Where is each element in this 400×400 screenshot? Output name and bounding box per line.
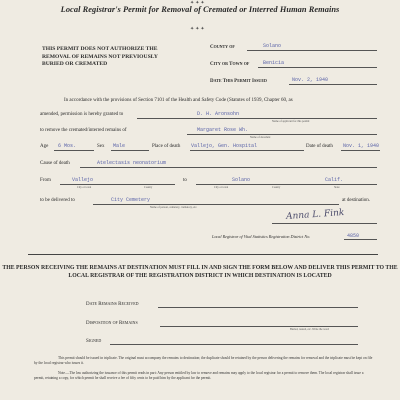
registrar-district-label: Local Registrar of Vital Statistics Registration District No. (212, 234, 311, 239)
deliver-to-line (93, 204, 339, 205)
issue-date-value: Nov. 2, 1940 (292, 77, 329, 83)
remove-label: to remove the cremated/interred remains of (40, 128, 127, 133)
issue-date-line (289, 84, 377, 85)
decedent-line (187, 134, 377, 135)
applicant-line (137, 118, 377, 119)
decedent-value: Margaret Rose Wh. (197, 127, 249, 133)
triplicate-instructions: This permit should be issued in triplicate. The original must accompany the remains to destination; the duplicate should be retained by the person delivering the remains for removal and the triplicate must be kept on file by the local registrar who issues it. (34, 356, 373, 365)
to-label: to (183, 178, 187, 183)
authorization-notice: THIS PERMIT DOES NOT AUTHORIZE THE REMOVAL OF REMAINS NOT PREVIOUSLY BURIED OR CREMATED (42, 46, 158, 68)
permit-title: Local Registrar's Permit for Removal of Cremated or Interred Human Remains (60, 5, 340, 14)
disposition-caption: Buried, reured, etc. Write the word (290, 328, 329, 331)
at-destination-label: at destination. (342, 198, 371, 203)
sex-value: Male (113, 143, 126, 149)
signed-line (110, 344, 358, 345)
place-of-death-label: Place of death (152, 144, 181, 149)
district-line (344, 239, 377, 240)
date-of-death-label: Date of death (306, 144, 333, 149)
statute-note: Note.—The law authorizing the issuance of this permit reads in part: Any person entitled by law to remove and remains may apply to the local registrar for a permit to remove them. The local registrar shall issue a permit, retaining a copy, for which permit he shall receive a fee of fifty cents to be paid him by the applicant for the permit. (34, 371, 364, 380)
decedent-caption: Name of decedent (250, 136, 271, 139)
registrar-signature: Anna L. Fink (285, 207, 345, 223)
age-value: 6 Mos. (58, 143, 77, 149)
to-state-value: Calif. (325, 177, 344, 183)
to-value: Solano (232, 177, 251, 183)
section-divider (28, 254, 378, 255)
date-received-line (158, 307, 358, 308)
deliver-label: to be delivered to (40, 198, 75, 203)
county-line (247, 50, 377, 51)
disposition-label: Disposition of Remains (86, 321, 138, 326)
date-received-label: Date Remains Received (86, 302, 139, 307)
cause-of-death-value: Atelectasis neonatorium (97, 160, 167, 166)
from-value: Vallejo (72, 177, 94, 183)
amended-label: amended, permission is hereby granted to (40, 112, 124, 117)
place-of-death-value: Vallejo, Gen. Hospital (191, 143, 258, 149)
date-of-death-line (341, 150, 380, 151)
disposition-line (160, 326, 358, 327)
destination-instructions: THE PERSON RECEIVING THE REMAINS AT DESTINATION MUST FILL IN AND SIGN THE FORM BELOW AND DELIVER THIS PERMIT TO THE LOCAL REGISTRAR OF THE REGISTRATION DISTRICT IN WHICH DESTINATION IS LOCATED (2, 265, 398, 279)
from-label: From (40, 178, 51, 183)
sex-line (111, 150, 149, 151)
ornament-under-title: ✦✦✦ (190, 27, 206, 32)
signature-line (272, 223, 377, 224)
to-city-caption: City or town (214, 186, 229, 189)
district-number-value: 4850 (347, 233, 360, 239)
applicant-caption: Name of applicant for this permit (272, 120, 310, 123)
date-of-death-value: Nov. 1, 1940 (343, 143, 380, 149)
city-label: City or Town of (210, 62, 250, 67)
issue-date-label: Date This Permit Issued (210, 79, 267, 84)
cause-of-death-line (80, 167, 377, 168)
county-value: Solano (263, 43, 282, 49)
to-state-caption: State (334, 186, 340, 189)
cause-of-death-label: Cause of death (40, 161, 70, 166)
signed-label: Signed (86, 339, 102, 344)
deliver-caption: Name of person, cemetery, crematory, etc. (150, 206, 198, 209)
sex-label: Sex (97, 144, 105, 149)
to-county-caption: County (272, 186, 281, 189)
age-line (54, 150, 94, 151)
deliver-to-value: City Cemetery (111, 197, 151, 203)
city-line (258, 67, 377, 68)
from-line (60, 184, 175, 185)
place-of-death-line (190, 150, 304, 151)
statute-intro: In accordance with the provisions of Section 7101 of the Health and Safety Code (Statutes of 1939, Chapter 60, as (64, 98, 293, 103)
ornament-top: ✦✦✦ (190, 1, 206, 6)
applicant-value: D. H. Aronsohn (197, 111, 240, 117)
from-city-caption: City or town (77, 186, 92, 189)
from-county-caption: County (144, 186, 153, 189)
age-label: Age (40, 144, 49, 149)
county-label: County of (210, 45, 235, 50)
city-value: Benicia (263, 60, 285, 66)
to-line (196, 184, 377, 185)
